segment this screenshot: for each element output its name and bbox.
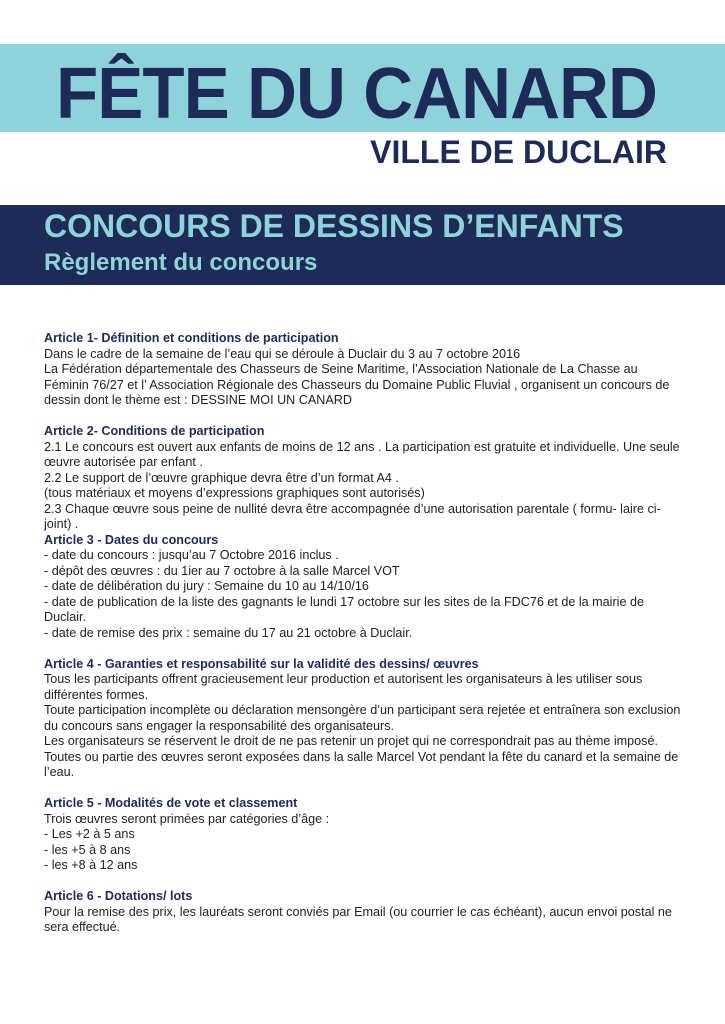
article-text: - date de publication de la liste des gagnants le lundi 17 octobre sur les sites de la FDC76 et de la mairie de Duclair. <box>44 594 644 624</box>
article-text: - date de remise des prix : semaine du 17 au 21 octobre à Duclair. <box>44 625 413 640</box>
article-3 <box>44 533 684 642</box>
article-4 <box>44 657 684 781</box>
article-5 <box>44 796 684 874</box>
section-title: CONCOURS DE DESSINS D’ENFANTS <box>44 208 624 244</box>
article-heading: Article 2- Conditions de participation <box>44 424 265 438</box>
page-title: FÊTE DU CANARD <box>56 54 657 134</box>
article-text: Tous les participants offrent gracieusement leur production et autorisent les organisateurs à les utiliser sous différentes formes. <box>44 672 643 702</box>
article-text: Pour la remise des prix, les lauréats seront conviés par Email (ou courrier le cas échéant), aucun envoi postal ne sera effectué. <box>44 904 672 934</box>
article-text: 2.3 Chaque œuvre sous peine de nullité devra être accompagnée d’une autorisation parentale ( formu- laire ci-joint) . <box>44 501 661 531</box>
article-heading: Article 1- Définition et conditions de participation <box>44 331 339 345</box>
article-text: La Fédération départementale des Chasseurs de Seine Maritime, l’Association Nationale de La Chasse au Féminin 76/27 et l’ Association Régionale des Chasseurs du Domaine Public Fluvial , organisent un concours de dessin dont le thème est : DESSINE MOI UN CANARD <box>44 362 670 407</box>
rules-body <box>44 331 684 951</box>
article-text: - Les +2 à 5 ans <box>44 827 135 841</box>
section-subtitle: Règlement du concours <box>44 249 318 276</box>
article-heading: Article 5 - Modalités de vote et classement <box>44 796 298 810</box>
article-text: Toute participation incomplète ou déclaration mensongère d’un participant sera rejetée et entraînera son exclusion du concours sans engager la responsabilité des organisateurs. <box>44 703 681 733</box>
city-subtitle: VILLE DE DUCLAIR <box>370 134 667 170</box>
article-heading: Article 6 - Dotations/ lots <box>44 889 193 903</box>
article-text: - date de délibération du jury : Semaine du 10 au 14/10/16 <box>44 579 369 593</box>
article-text: 2.2 Le support de l’œuvre graphique devra être d’un format A4 . <box>44 470 399 485</box>
article-1 <box>44 331 684 409</box>
article-text: (tous matériaux et moyens d’expressions graphiques sont autorisés) <box>44 486 425 500</box>
article-text: Dans le cadre de la semaine de l’eau qui se déroule à Duclair du 3 au 7 octobre 2016 <box>44 346 521 361</box>
article-text: 2.1 Le concours est ouvert aux enfants de moins de 12 ans . La participation est gratuite et individuelle. Une seule œuvre autorisée par enfant . <box>44 439 680 469</box>
article-text: - les +5 à 8 ans <box>44 842 131 857</box>
article-heading: Article 3 - Dates du concours <box>44 532 219 547</box>
article-text: - les +8 à 12 ans <box>44 858 138 872</box>
article-text: Trois œuvres seront primées par catégories d’âge : <box>44 811 330 826</box>
article-text: - date du concours : jusqu’au 7 Octobre 2016 inclus . <box>44 548 339 562</box>
article-heading: Article 4 - Garanties et responsabilité sur la validité des dessins/ œuvres <box>44 656 479 671</box>
article-text: Les organisateurs se réservent le droit de ne pas retenir un projet qui ne correspondrait pas au thème imposé. <box>44 734 658 748</box>
article-2 <box>44 424 684 533</box>
article-text: - dépôt des œuvres : du 1ier au 7 octobre à la salle Marcel VOT <box>44 563 400 578</box>
article-text: Toutes ou partie des œuvres seront exposées dans la salle Marcel Vot pendant la fête du canard et la semaine de l’eau. <box>44 749 679 779</box>
article-6 <box>44 889 684 936</box>
